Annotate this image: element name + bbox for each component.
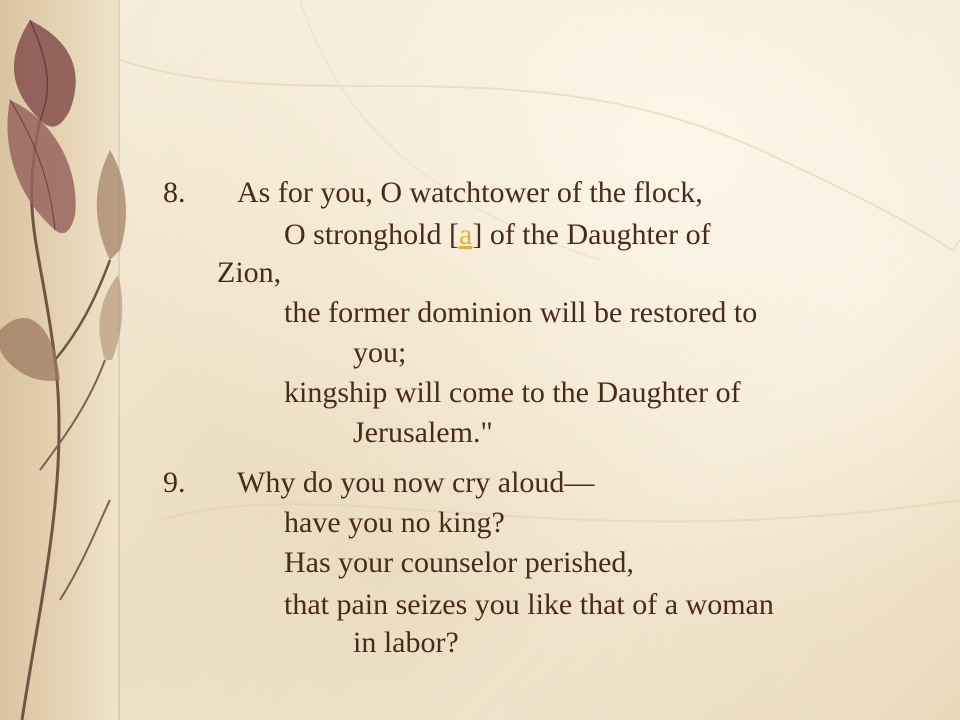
verse-line: Zion,: [217, 256, 282, 289]
verse-line-part: ] of the Daughter of: [472, 218, 711, 251]
verse-line: kingship will come to the Daughter of: [284, 376, 741, 409]
dried-leaf-illustration: [0, 0, 130, 720]
verse-number: 9.: [163, 466, 186, 499]
verse-number: 8.: [163, 176, 186, 209]
verse-line: Why do you now cry aloud—: [237, 466, 595, 499]
verse-line: As for you, O watchtower of the flock,: [237, 176, 703, 209]
verse-line: you;: [353, 336, 407, 369]
verse-line: Has your counselor perished,: [284, 546, 634, 579]
verse-line-part: O stronghold [: [284, 218, 459, 251]
verse-line: have you no king?: [284, 506, 505, 539]
verse-line: in labor?: [353, 626, 459, 659]
verse-line: Jerusalem.": [353, 416, 493, 449]
verse-line: that pain seizes you like that of a woman: [284, 588, 774, 621]
footnote-link[interactable]: a: [459, 218, 473, 251]
verse-line: the former dominion will be restored to: [284, 296, 758, 329]
verse-line: [284, 218, 711, 252]
